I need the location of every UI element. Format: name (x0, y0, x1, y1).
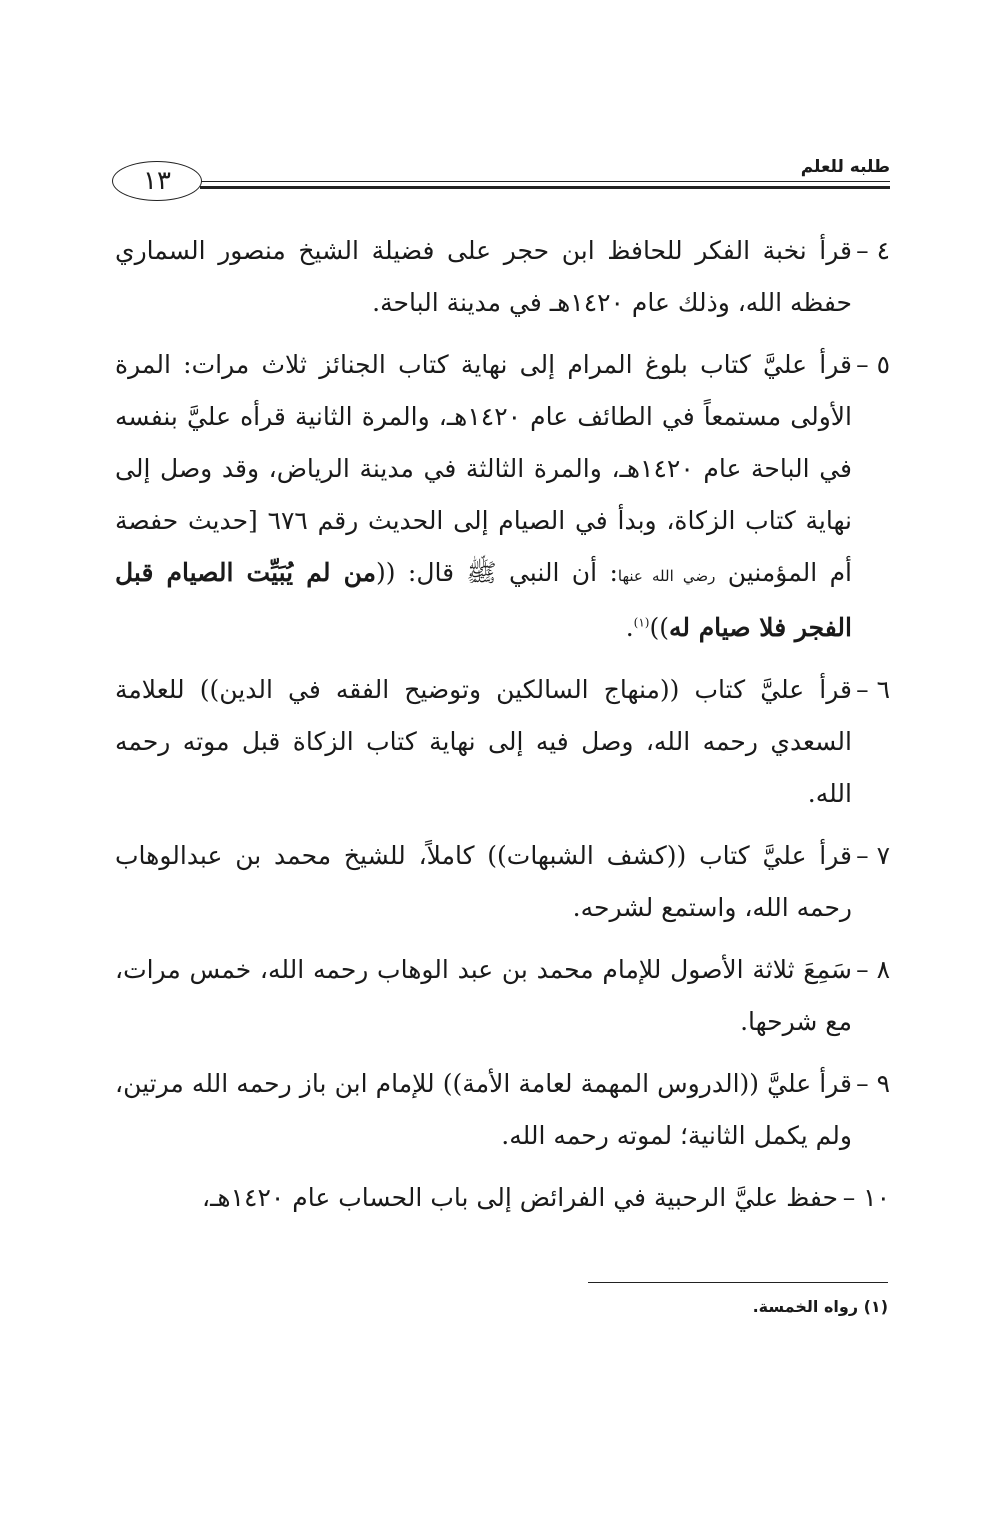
item-text: سَمِعَ ثلاثة الأصول للإمام محمد بن عبد الوهاب رحمه الله، خمس مرات، مع شرحها. (115, 955, 852, 1036)
page-body (115, 225, 890, 1234)
item-number: ١٠ (863, 1183, 890, 1212)
item-text: قرأ عليَّ كتاب بلوغ المرام إلى نهاية كتاب الجنائز ثلاث مرات: المرة الأولى مستمعاً في الطائف عام ١٤٢٠هـ، والمرة الثانية قرأه عليَّ بنفسه في الباحة عام ١٤٢٠هـ، والمرة الثالثة في مدينة الرياض، وقد وصل إلى نهاية كتاب الزكاة، وبدأ في الصيام إلى الحديث رقم ٦٧٦ [حديث حفصة أم المؤمنين (115, 350, 852, 587)
list-item: ١٠ – حفظ عليَّ الرحبية في الفرائض إلى باب الحساب عام ١٤٢٠هـ، (202, 1183, 890, 1212)
item-number: ٧ (876, 841, 890, 870)
header-rule-thin (200, 181, 890, 182)
footnote: (١) رواه الخمسة. (752, 1297, 888, 1316)
item-text: قرأ عليَّ كتاب ((كشف الشبهات)) كاملاً، للشيخ محمد بن عبدالوهاب رحمه الله، واستمع لشرحه. (115, 841, 852, 922)
list-item: ٦ – قرأ عليَّ كتاب ((منهاج السالكين وتوضيح الفقه في الدين)) للعلامة السعدي رحمه الله، وصل فيه إلى نهاية كتاب الزكاة قبل موته رحمه الله. (115, 675, 890, 808)
list-item: ٩ – قرأ عليَّ ((الدروس المهمة لعامة الأمة)) للإمام ابن باز رحمه الله مرتين، ولم يكمل الثانية؛ لموته رحمه الله. (115, 1069, 890, 1150)
item-number: ٩ (876, 1069, 890, 1098)
item-text: قرأ عليَّ ((الدروس المهمة لعامة الأمة)) للإمام ابن باز رحمه الله مرتين، ولم يكمل الثانية؛ لموته رحمه الله. (115, 1069, 852, 1150)
item-text-end: . (625, 613, 634, 642)
item-text-middle: : أن النبي ﷺ قال: (( (376, 558, 618, 587)
hadith-text: من لم يُبَيِّت الصيام قبل الفجر فلا صيام له (115, 558, 852, 642)
list-item: ٤ – قرأ نخبة الفكر للحافظ ابن حجر على فضيلة الشيخ منصور السماري حفظه الله، وذلك عام ١٤٢٠هـ في مدينة الباحة. (115, 236, 890, 317)
page-header (112, 155, 890, 205)
item-text: قرأ عليَّ كتاب ((منهاج السالكين وتوضيح الفقه في الدين)) للعلامة السعدي رحمه الله، وصل فيه إلى نهاية كتاب الزكاة قبل موته رحمه الله. (115, 675, 852, 808)
list-item: ٧ – قرأ عليَّ كتاب ((كشف الشبهات)) كاملاً، للشيخ محمد بن عبدالوهاب رحمه الله، واستمع لشرحه. (115, 841, 890, 922)
item-text: قرأ نخبة الفكر للحافظ ابن حجر على فضيلة الشيخ منصور السماري حفظه الله، وذلك عام ١٤٢٠هـ في مدينة الباحة. (115, 236, 852, 317)
item-number: ٦ (876, 675, 890, 704)
page-number: ١٣ (112, 161, 202, 201)
item-number: ٥ (876, 350, 890, 379)
list-item: ٨ – سَمِعَ ثلاثة الأصول للإمام محمد بن عبد الوهاب رحمه الله، خمس مرات، مع شرحها. (115, 955, 890, 1036)
footnote-ref[interactable]: (١) (633, 615, 650, 630)
item-number: ٨ (876, 955, 890, 984)
running-title: طلبه للعلم (800, 157, 890, 177)
honorific: رضي الله عنها (617, 567, 716, 585)
item-number: ٤ (876, 236, 890, 265)
footnote-divider (588, 1282, 888, 1283)
list-item: ٥ – قرأ عليَّ كتاب بلوغ المرام إلى نهاية كتاب الجنائز ثلاث مرات: المرة الأولى مستمعاً في الطائف عام ١٤٢٠هـ، والمرة الثانية قرأه عليَّ بنفسه في الباحة عام ١٤٢٠هـ، والمرة الثالثة في مدينة الرياض، وقد وصل إلى نهاية كتاب الزكاة، وبدأ في الصيام إلى الحديث رقم ٦٧٦ [حديث حفصة أم المؤمنين رضي الله عنها: أن النبي ﷺ قال: ((من لم يُبَيِّت الصيام قبل الفجر فلا صيام له))$^{(١)}$. (115, 350, 890, 642)
header-rule-thick (200, 186, 890, 189)
item-text: حفظ عليَّ الرحبية في الفرائض إلى باب الحساب عام ١٤٢٠هـ، (202, 1183, 838, 1212)
item-text-after: )) (649, 613, 669, 642)
